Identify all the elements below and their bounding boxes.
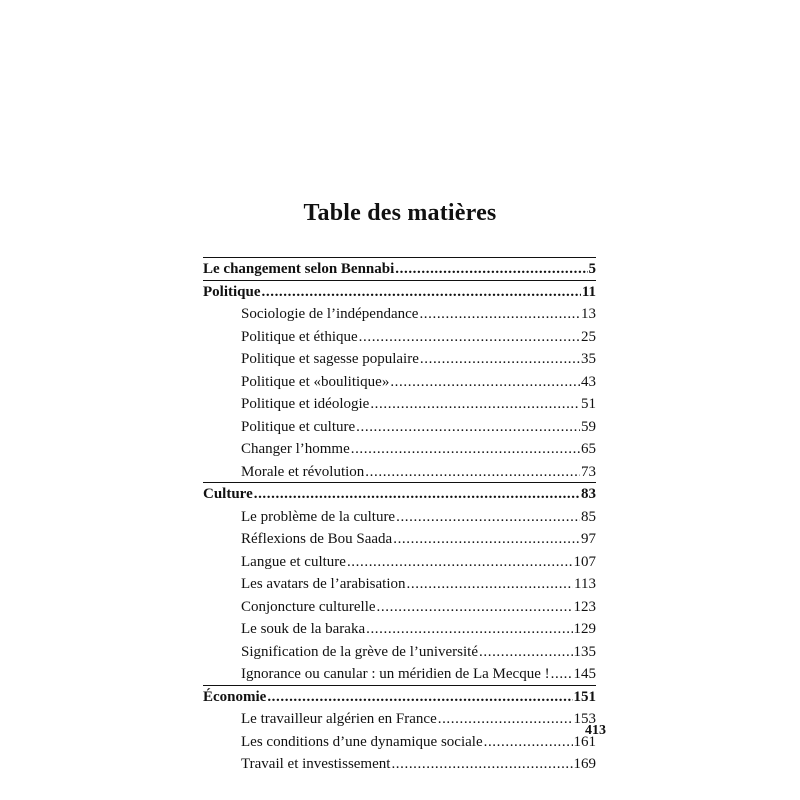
toc-entry-page: 153 — [573, 711, 596, 727]
toc-entry-title: Conjoncture culturelle — [241, 598, 376, 615]
dot-leader — [365, 461, 580, 484]
toc-entry-page: 123 — [573, 598, 596, 615]
toc-entry-title: Langue et culture — [241, 553, 346, 570]
toc-entry-title: Politique et «boulitique» — [241, 373, 390, 390]
toc-entry-page: 97 — [581, 531, 596, 547]
toc-entry-page: 151 — [573, 688, 596, 705]
toc-entry-page: 83 — [581, 486, 596, 502]
dot-leader — [370, 393, 580, 416]
dot-leader — [366, 618, 572, 641]
toc-entry-title: Politique et éthique — [241, 328, 358, 345]
toc-entry-title: Économie — [203, 688, 267, 705]
toc-entry-title: Politique et idéologie — [241, 396, 370, 412]
toc-entry[interactable] — [203, 731, 596, 754]
toc-entry-page: 59 — [581, 418, 596, 435]
toc-entry-page: 65 — [581, 441, 596, 457]
toc-entry-title: Le changement selon Bennabi — [203, 261, 395, 277]
dot-leader — [438, 708, 573, 731]
toc-entry-page: 85 — [581, 508, 596, 525]
toc-section-entry[interactable] — [203, 281, 596, 304]
toc-entry-page: 107 — [573, 553, 596, 570]
toc-entry[interactable] — [203, 573, 596, 596]
toc-entry[interactable] — [203, 438, 596, 461]
table-of-contents — [203, 258, 596, 776]
toc-entry[interactable] — [203, 506, 596, 529]
toc-entry-title: Morale et révolution — [241, 463, 365, 480]
dot-leader — [267, 686, 572, 709]
toc-entry[interactable] — [203, 596, 596, 619]
toc-entry-title: Les conditions d’une dynamique sociale — [241, 733, 483, 750]
toc-entry[interactable] — [203, 708, 596, 731]
dot-leader — [351, 438, 580, 461]
dot-leader — [419, 303, 580, 326]
toc-entry-title: Changer l’homme — [241, 441, 350, 457]
toc-entry-title: Politique — [203, 283, 261, 300]
dot-leader — [359, 326, 580, 349]
toc-entry-title: Réflexions de Bou Saada — [241, 531, 393, 547]
toc-entry-title: Culture — [203, 486, 253, 502]
dot-leader — [254, 483, 580, 506]
dot-leader — [356, 416, 580, 439]
toc-entry[interactable] — [203, 303, 596, 326]
toc-entry-title: Politique et culture — [241, 418, 356, 435]
dot-leader — [551, 663, 573, 686]
toc-entry[interactable] — [203, 326, 596, 349]
dot-leader — [420, 348, 580, 371]
toc-entry[interactable] — [203, 348, 596, 371]
toc-entry-title: Signification de la grève de l’université — [241, 643, 479, 660]
toc-entry-page: 161 — [573, 733, 596, 750]
toc-entry-title: Le problème de la culture — [241, 508, 396, 525]
toc-entry-page: 169 — [573, 756, 596, 772]
toc-section-entry[interactable] — [203, 483, 596, 506]
dot-leader — [262, 281, 581, 304]
toc-entry-page: 113 — [574, 576, 596, 592]
page-title: Table des matières — [303, 200, 497, 226]
toc-entry[interactable] — [203, 416, 596, 439]
toc-entry-page: 11 — [581, 283, 596, 300]
toc-entry-title: Sociologie de l’indépendance — [241, 306, 419, 322]
toc-entry-title: Le souk de la baraka — [241, 621, 366, 637]
toc-entry-page: 129 — [573, 621, 596, 637]
toc-entry[interactable] — [203, 641, 596, 664]
toc-section-entry[interactable] — [203, 686, 596, 709]
dot-leader — [377, 596, 573, 619]
dot-leader — [390, 371, 580, 394]
toc-entry[interactable] — [203, 461, 596, 484]
toc-entry-page: 35 — [581, 351, 596, 367]
toc-entry-page: 135 — [573, 643, 596, 660]
dot-leader — [347, 551, 573, 574]
toc-entry-page: 25 — [581, 328, 596, 345]
toc-entry-page: 43 — [581, 373, 596, 390]
dot-leader — [407, 573, 574, 596]
toc-entry-title: Le travailleur algérien en France — [241, 711, 437, 727]
dot-leader — [396, 506, 580, 529]
toc-entry[interactable] — [203, 393, 596, 416]
toc-entry-page: 145 — [573, 666, 596, 682]
toc-entry-title: Ignorance ou canular : un méridien de La Mecque ! — [241, 666, 550, 682]
dot-leader — [395, 258, 587, 281]
toc-entry-page: 13 — [581, 306, 596, 322]
toc-entry-page: 73 — [581, 463, 596, 480]
toc-entry-title: Politique et sagesse populaire — [241, 351, 419, 367]
toc-entry[interactable] — [203, 663, 596, 686]
dot-leader — [484, 731, 573, 754]
toc-entry[interactable] — [203, 528, 596, 551]
toc-entry[interactable] — [203, 371, 596, 394]
toc-entry[interactable] — [203, 618, 596, 641]
toc-entry[interactable] — [203, 551, 596, 574]
page-number: 413 — [585, 723, 606, 738]
dot-leader — [393, 528, 580, 551]
toc-section-entry[interactable] — [203, 258, 596, 281]
dot-leader — [391, 753, 572, 776]
toc-entry[interactable] — [203, 753, 596, 776]
toc-entry-title: Travail et investissement — [241, 756, 391, 772]
toc-entry-title: Les avatars de l’arabisation — [241, 576, 406, 592]
toc-entry-page: 51 — [581, 396, 596, 412]
toc-entry-page: 5 — [588, 261, 596, 277]
dot-leader — [479, 641, 572, 664]
